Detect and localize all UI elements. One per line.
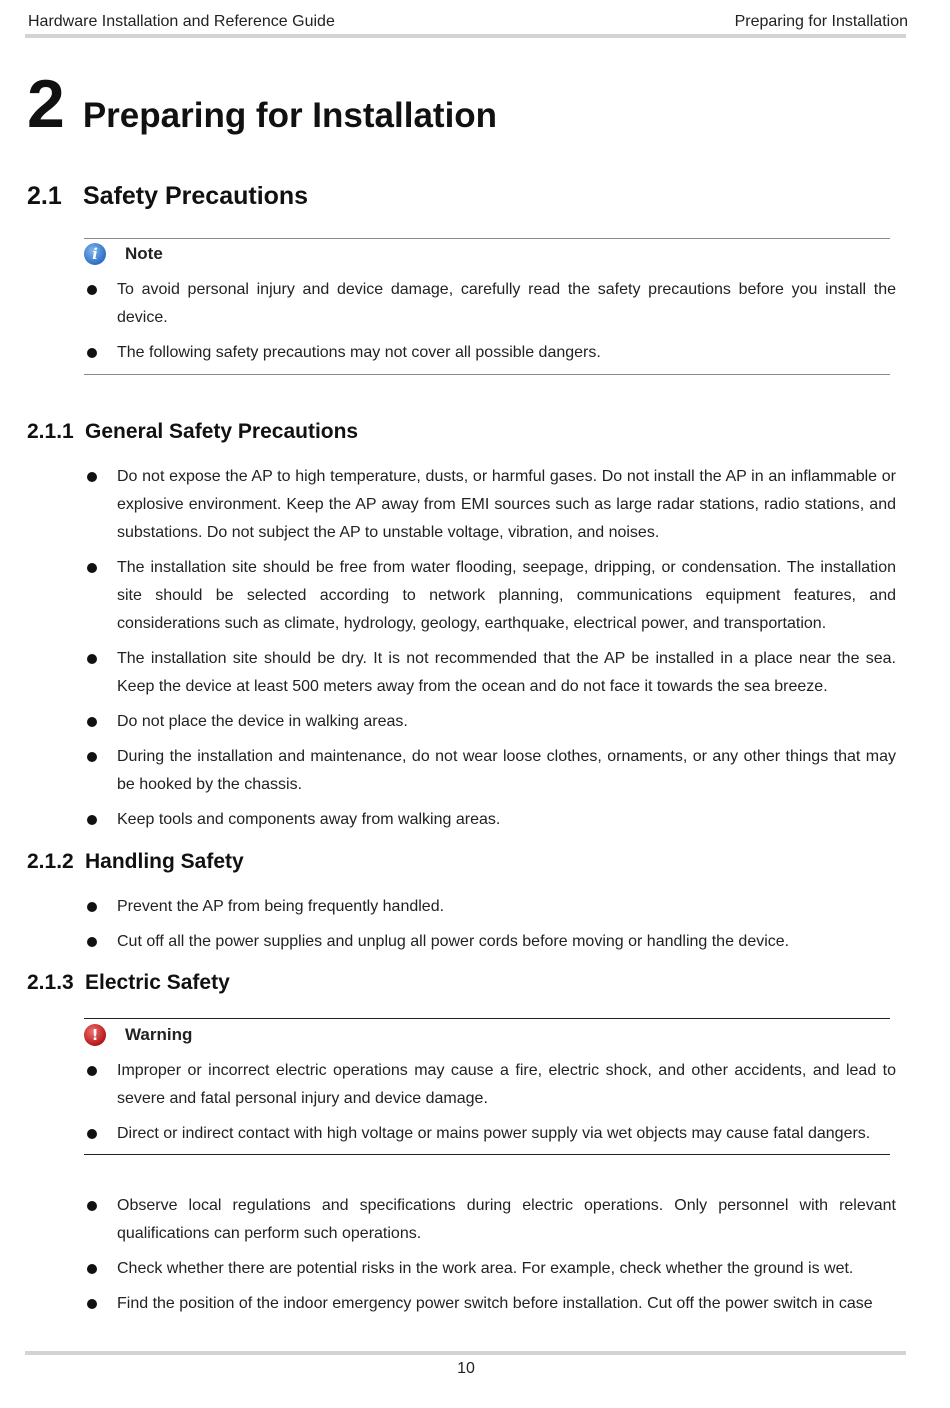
- warning-list: [84, 1057, 896, 1155]
- warning-icon: !: [84, 1024, 106, 1046]
- note-bottom-rule: [84, 374, 890, 375]
- chapter-number: 2: [27, 66, 65, 142]
- list-item: Do not place the device in walking areas.: [84, 708, 896, 736]
- general-safety-list: [84, 463, 896, 841]
- page-number: 10: [457, 1360, 475, 1377]
- section-heading-2-1-1: [27, 420, 358, 444]
- info-icon: i: [84, 243, 106, 265]
- warning-top-rule: [84, 1018, 890, 1019]
- header-rule: [25, 34, 906, 38]
- section-title: Safety Precautions: [83, 182, 309, 210]
- footer-rule: [25, 1351, 906, 1355]
- handling-safety-list: [84, 893, 896, 963]
- list-item: During the installation and maintenance, do not wear loose clothes, ornaments, or any other things that may be hooked by the chassis.: [84, 743, 896, 799]
- list-item: Keep tools and components away from walking areas.: [84, 806, 896, 834]
- section-heading-2-1-3: [27, 971, 230, 995]
- header-section-title: Preparing for Installation: [734, 13, 908, 30]
- list-item: Find the position of the indoor emergency power switch before installation. Cut off the power switch in case: [84, 1290, 896, 1318]
- chapter-heading: [27, 66, 498, 142]
- electric-safety-list: [84, 1192, 896, 1325]
- section-heading-2-1-2: [27, 850, 244, 874]
- list-item: Observe local regulations and specifications during electric operations. Only personnel with relevant qualifications can perform such operations.: [84, 1192, 896, 1248]
- list-item: Cut off all the power supplies and unplug all power cords before moving or handling the device.: [84, 928, 896, 956]
- note-label: Note: [125, 244, 163, 263]
- warning-bottom-rule: [84, 1154, 890, 1155]
- section-number: 2.1: [27, 182, 62, 210]
- list-item: The installation site should be dry. It is not recommended that the AP be installed in a place near the sea. Keep the device at least 500 meters away from the ocean and do not face it towards the sea breeze.: [84, 645, 896, 701]
- section-title: General Safety Precautions: [85, 420, 359, 443]
- warning-header: [84, 1024, 192, 1046]
- note-top-rule: [84, 238, 890, 239]
- chapter-title: Preparing for Installation: [82, 96, 498, 135]
- section-title: Electric Safety: [85, 971, 230, 994]
- section-number: 2.1.2: [27, 850, 74, 873]
- list-item: Prevent the AP from being frequently handled.: [84, 893, 896, 921]
- note-header: [84, 243, 163, 265]
- list-item: Direct or indirect contact with high voltage or mains power supply via wet objects may cause fatal dangers.: [84, 1120, 896, 1148]
- section-number: 2.1.3: [27, 971, 74, 994]
- list-item: Check whether there are potential risks in the work area. For example, check whether the ground is wet.: [84, 1255, 896, 1283]
- header-doc-title: Hardware Installation and Reference Guide: [28, 13, 335, 30]
- warning-label: Warning: [125, 1025, 193, 1044]
- section-heading-2-1: [27, 182, 308, 211]
- list-item: Improper or incorrect electric operations may cause a fire, electric shock, and other accidents, and lead to severe and fatal personal injury and device damage.: [84, 1057, 896, 1113]
- section-title: Handling Safety: [85, 850, 244, 873]
- list-item: The following safety precautions may not cover all possible dangers.: [84, 339, 896, 367]
- list-item: Do not expose the AP to high temperature, dusts, or harmful gases. Do not install the AP in an inflammable or explosive environment. Keep the AP away from EMI sources such as large radar stations, radio stations, and substations. Do not subject the AP to unstable voltage, vibration, and noises.: [84, 463, 896, 547]
- section-number: 2.1.1: [27, 420, 74, 443]
- list-item: To avoid personal injury and device damage, carefully read the safety precautions before you install the device.: [84, 276, 896, 332]
- note-list: [84, 276, 896, 374]
- list-item: The installation site should be free from water flooding, seepage, dripping, or condensation. The installation site should be selected according to network planning, communications equipment features, and considerations such as climate, hydrology, geology, earthquake, electrical power, and transportation.: [84, 554, 896, 638]
